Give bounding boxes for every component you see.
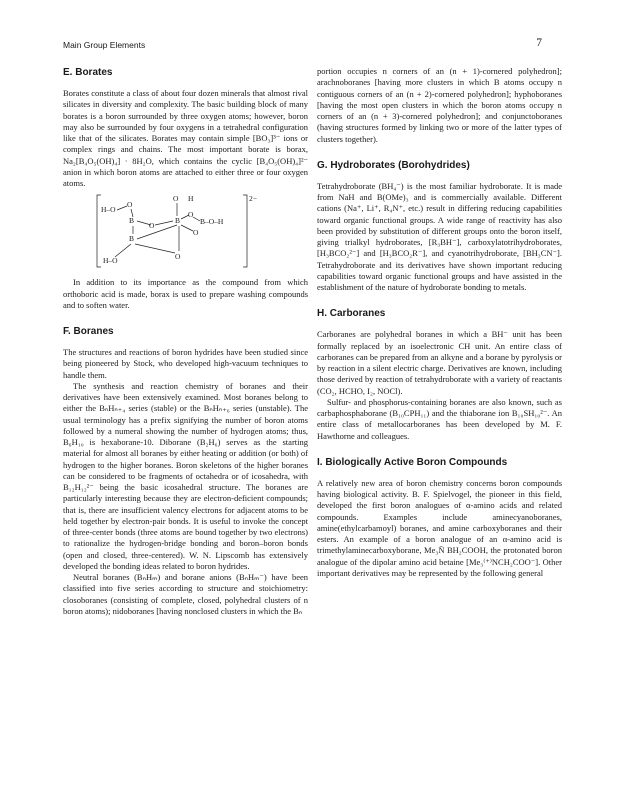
paragraph: portion occupies n corners of an (n + 1)-cornered polyhedron]; arachnoboranes [having more clusters in which B atoms occupy n contiguous corners of an (n + 2)-cornered polyhedron]; hyphoboranes [having the most open clusters in which the boron atoms occupy n corners of an (n + 3)-cornered polyhedron]; and conjunctoboranes (having structures formed by linking two or more of the latter types of clusters together). bbox=[317, 66, 562, 144]
section-heading-biologically-active: I. Biologically Active Boron Compounds bbox=[317, 456, 508, 468]
paragraph: The synthesis and reaction chemistry of boranes and their derivatives have been extensively examined. Most boranes belong to either the BₙHₙ₊₄ series (stable) or the BₙHₙ₊₆ series (unstable). The usual terminology has a prefix signifying the number of boron atoms followed by a numeral showing the number of hydrogen atoms; thus, B₆H₁₀ is hexaborane-10. Diborane (B₂H₆) serves as the starting material for almost all boranes by either heating or addition (or both) of hydrogen to the higher boranes. Boron skeletons of the higher boranes can be considered to be fragments of octahedra or of icosahedra, with B₁₂H₁₂²⁻ being the basic icosahedral structure. The boranes are particularly interesting because they are electron-deficient compounds; that is, there are insufficient valency electrons for adjacent atoms to be held together by electron-pair bonds. It is useful to invoke the concept of three-center bonds (three atoms are bound together by two electrons) to rationalize the hydrogen-bridge bonding and boron–boron bonds (open and closed, three-centered). W. N. Lipscomb has extensively developed the bonding ideas related to boron hydrides. bbox=[63, 380, 308, 571]
atom-o-upper-left: O bbox=[127, 200, 133, 210]
left-column bbox=[63, 66, 308, 617]
paragraph: The structures and reactions of boron hydrides have been studied since being pioneered by Stock, who developed high-vacuum techniques to handle them. bbox=[63, 347, 308, 380]
paragraph: Carboranes are polyhedral boranes in which a BH⁻ unit has been formally replaced by an isoelectronic CH unit. An entire class of carboranes can be prepared from an alkyne and a borane by pyrolysis or by reaction in a silent electric charge. Derivatives are known, including those derived by reaction of tetrahydroborate with a variety of reactants (CO₂, HCHO, I₂, NOCl). bbox=[317, 329, 562, 396]
atom-b-lower: B bbox=[129, 234, 135, 244]
section-heading-hydroborates: G. Hydroborates (Borohydrides) bbox=[317, 159, 470, 171]
running-head: Main Group Elements bbox=[63, 40, 146, 50]
atom-o-bottom-right: O bbox=[175, 252, 181, 262]
right-column bbox=[317, 66, 562, 579]
atom-o-mid-right: O bbox=[149, 221, 155, 231]
paragraph: Sulfur- and phosphorus-containing boranes are also known, such as carbaphosphaborane (B₁₀CPH₁₁) and the thiaborane ion B₁₀SH₁₀²⁻. An entire class of metallocarboranes has been developed by M. F. Hawthorne and colleagues. bbox=[317, 396, 562, 441]
atom-o-top: O bbox=[173, 194, 179, 204]
paragraph: A relatively new area of boron chemistry concerns boron compounds having biological activity. B. F. Spielvogel, the pioneer in this field, developed the first boron analogues of α-amino acids and related compounds. Examples include aminecyanoboranes, amine(ethylcarbamoyl) boranes, and amine carboxyboranes and their esters. An example of a boron analogue of an α-amino acid is trimethylaminecarboxyborane, Me₃N̄ BH₂COOH, the protonated boron analogue of the dipolar amino acid betaine [Me₃⁽⁺⁾NCH₂COO⁻]. Other important derivatives may be represented by the following general bbox=[317, 477, 562, 578]
atom-ho-left: H–O bbox=[101, 205, 116, 215]
section-heading-borates: E. Borates bbox=[63, 67, 113, 78]
atom-b-right: B–O–H bbox=[200, 217, 224, 227]
atom-o-mid-left: O bbox=[188, 210, 194, 220]
section-heading-boranes: F. Boranes bbox=[63, 326, 114, 337]
borax-anion-structure bbox=[93, 193, 263, 271]
page-number: 7 bbox=[536, 37, 542, 49]
paragraph: Borates constitute a class of about four dozen minerals that almost rival silicates in diversity and complexity. The basic building block of many borates is a boron surrounded by three oxygen atoms; however, boron may also be surrounded by four oxygens in a tetrahedral configuration like that of the silicates. Borates may contain simple [BO₃]³⁻ ions or complex rings and chains. The most important borate is borax, Na₂[B₄O₅(OH)₄] · 8H₂O, which contains the cyclic [B₄O₅(OH)₄]²⁻ anion in which boron atoms are attached to either three or four oxygen atoms. bbox=[63, 88, 308, 188]
paragraph: In addition to its importance as the compound from which orthoboric acid is made, borax is used to prepare washing compounds and to soften water. bbox=[63, 277, 308, 310]
atom-b-left: B bbox=[129, 216, 135, 226]
paragraph: Neutral boranes (BₙHₘ) and borane anions (BₙHₘ⁻) have been classified into five series according to structure and stoichiometry: closoboranes (consisting of complete, closed, polyhedral clusters of n boron atoms); nidoboranes [having nonclosed clusters in which the Bₙ bbox=[63, 572, 308, 616]
atom-ho-bottom: H–O bbox=[103, 256, 118, 266]
section-heading-carboranes: H. Carboranes bbox=[317, 308, 386, 320]
paragraph: Tetrahydroborate (BH₄⁻) is the most familiar hydroborate. It is made from NaH and B(OMe)₃ and is commercially available. Different cations (Na⁺, Li⁺, R₄N⁺, etc.) result in differing reducing capabilities toward organic functional groups. A wide range of reactivity has also been provided by substitution of different groups onto the boron itself, giving trialkyl hydroborates, [R₃BH⁻], carboxylatotrihydroborates, [H₃BCO₂²⁻] and [H₃BCO₂R⁻], and cyanotrihydroborate, [BH₃CN⁻]. Tetrahydroborate and its derivatives have shown important reducing capabilities toward organic functional groups and have assisted in the establishment of the nature of hydroborate bonding to metals. bbox=[317, 180, 562, 292]
charge-label: 2− bbox=[249, 194, 257, 204]
atom-b-center: B bbox=[175, 216, 181, 226]
atom-o-lower: O bbox=[193, 228, 199, 238]
atom-h-top: H bbox=[188, 194, 194, 204]
